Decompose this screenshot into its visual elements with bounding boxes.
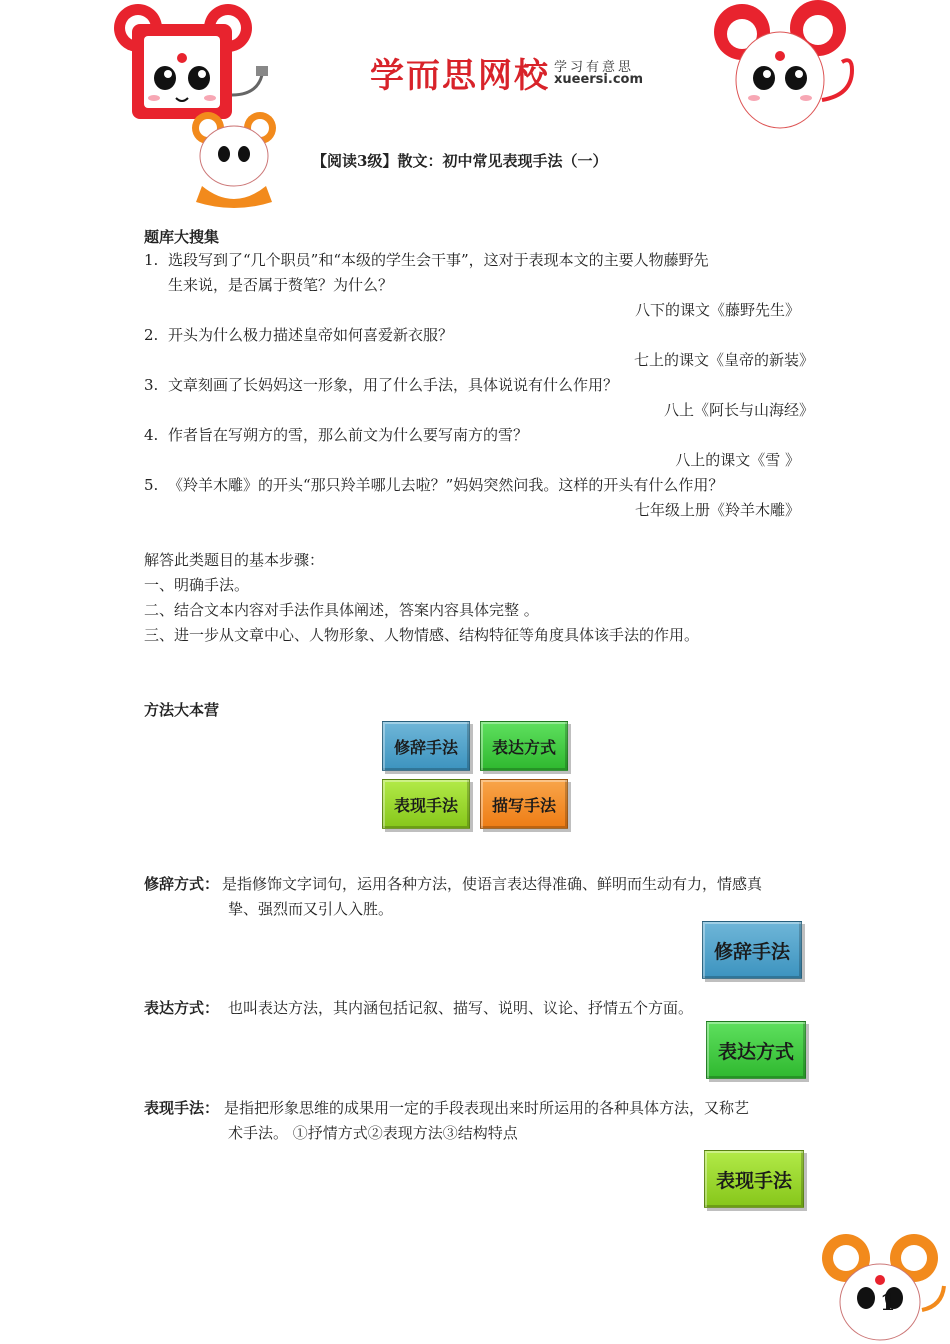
steps-intro: 解答此类题目的基本步骤： <box>144 551 325 569</box>
question-source: 八下的课文《藤野先生》 <box>634 301 800 319</box>
question-source: 七上的课文《皇帝的新装》 <box>633 351 814 369</box>
question-number: 3. <box>144 376 159 394</box>
presentation-technique-box-large: 表现手法 <box>704 1150 804 1208</box>
definition-text: 也叫表达方法，其内涵包括记叙、描写、说明、议论、抒情五个方面。 <box>228 999 694 1017</box>
step-item: 二、结合文本内容对手法作具体阐述，答案内容具体完整 。 <box>144 601 539 619</box>
question-number: 5. <box>144 476 159 494</box>
definition-term: 表达方式： <box>144 999 220 1017</box>
description-technique-box: 描写手法 <box>480 779 568 829</box>
question-source: 八上《阿长与山海经》 <box>663 401 814 419</box>
brand-name: 学而思网校 <box>370 56 550 96</box>
methods-heading: 方法大本营 <box>144 701 220 719</box>
step-item: 三、进一步从文章中心、人物形象、人物情感、结构特征等角度具体该手法的作用。 <box>144 626 700 644</box>
mascot-footer-icon <box>818 1230 950 1344</box>
mascot-orange-icon <box>188 108 288 208</box>
definition-text: 挚、强烈而又引人入胜。 <box>228 900 394 918</box>
document-title: 【阅读3级】散文：初中常见表现手法（一） <box>312 152 608 170</box>
question-source: 七年级上册《羚羊木雕》 <box>634 501 800 519</box>
rhetoric-box-large: 修辞手法 <box>702 921 802 979</box>
brand-url: xueersi.com <box>554 72 644 87</box>
expression-mode-box: 表达方式 <box>480 721 568 771</box>
brand-slogan: 学习有意思 <box>554 60 635 75</box>
question-source: 八上的课文《雪 》 <box>675 451 800 469</box>
question-text: 文章刻画了长妈妈这一形象，用了什么手法，具体说说有什么作用？ <box>168 376 619 394</box>
page-number: 1 <box>880 1290 896 1316</box>
question-text: 作者旨在写朔方的雪，那么前文为什么要写南方的雪？ <box>168 426 529 444</box>
question-text: 选段写到了“几个职员”和“本级的学生会干事”，这对于表现本文的主要人物藤野先 <box>168 251 709 269</box>
question-bank-heading: 题库大搜集 <box>144 228 220 246</box>
presentation-technique-box: 表现手法 <box>382 779 470 829</box>
definition-text: 是指把形象思维的成果用一定的手段表现出来时所运用的各种具体方法，又称艺 <box>224 1099 750 1117</box>
rhetoric-box: 修辞手法 <box>382 721 470 771</box>
definition-term: 表现手法： <box>144 1099 220 1117</box>
step-item: 一、明确手法。 <box>144 576 250 594</box>
question-number: 2. <box>144 326 159 344</box>
definition-term: 修辞方式： <box>144 875 220 893</box>
mascot-mouse-icon <box>710 0 870 135</box>
question-text: 开头为什么极力描述皇帝如何喜爱新衣服？ <box>168 326 454 344</box>
definition-text: 是指修饰文字词句，运用各种方法，使语言表达得准确、鲜明而生动有力，情感真 <box>222 875 763 893</box>
question-text: 《羚羊木雕》的开头“那只羚羊哪儿去啦？”妈妈突然问我。这样的开头有什么作用？ <box>168 476 724 494</box>
expression-mode-box-large: 表达方式 <box>706 1021 806 1079</box>
question-number: 4. <box>144 426 159 444</box>
definition-text: 术手法。 ①抒情方式②表现方法③结构特点 <box>228 1124 518 1142</box>
question-text: 生来说，是否属于赘笔？为什么？ <box>168 276 394 294</box>
question-number: 1. <box>144 251 159 269</box>
